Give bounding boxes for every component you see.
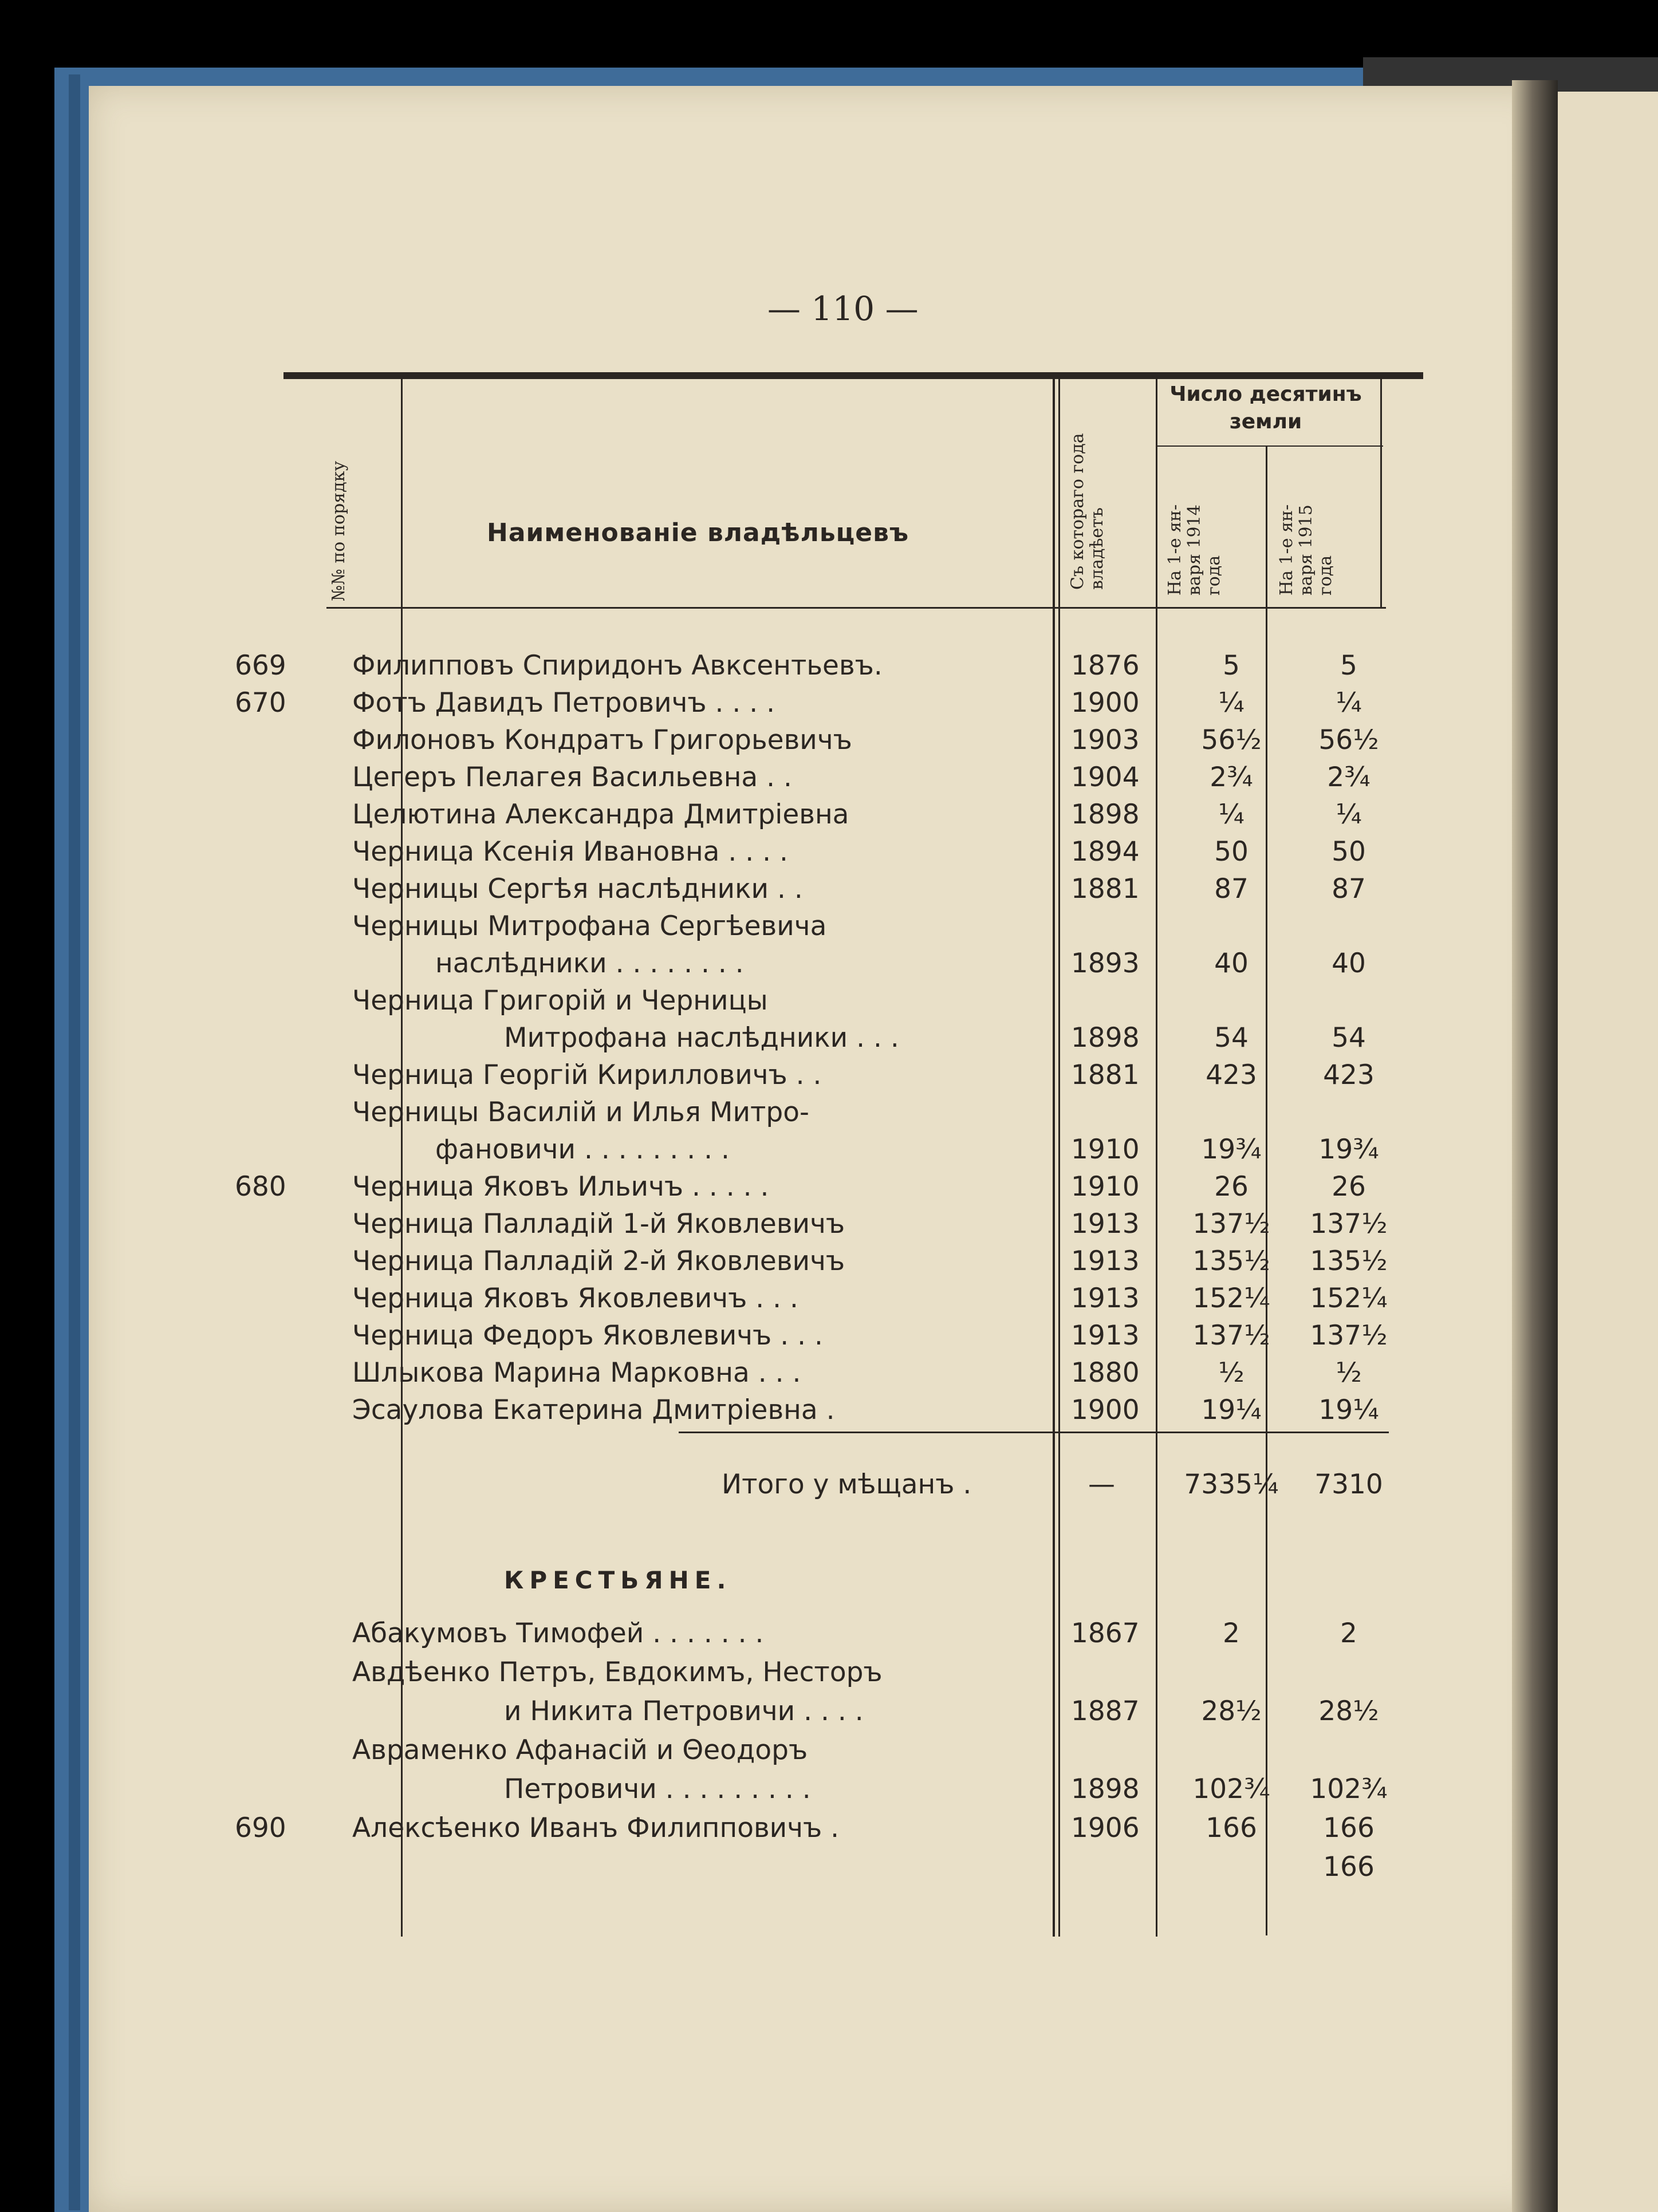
total-row [0, 1469, 1455, 1507]
owner-name: Шлыкова Марина Марковна . . . [352, 1357, 801, 1389]
row-number: 669 [235, 650, 286, 681]
page-number: — 110 — [767, 289, 919, 328]
land-1914: 26 [1214, 1171, 1249, 1202]
land-1914: 5 [1223, 650, 1240, 681]
owner-name: Авраменко Афанасій и Θеодоръ [352, 1734, 808, 1766]
land-1914: 56½ [1201, 724, 1262, 756]
table-row [0, 1059, 1455, 1097]
table-row [0, 799, 1455, 837]
owner-name: Алексѣенко Иванъ Филипповичъ . [352, 1812, 840, 1844]
owner-name: Черница Палладій 2-й Яковлевичъ [352, 1245, 845, 1277]
facing-page [1558, 92, 1658, 2212]
table-row [0, 687, 1455, 725]
owner-name: Филоновъ Кондратъ Григорьевичъ [352, 724, 852, 756]
year-owned: 1880 [1071, 1357, 1140, 1389]
header-1914-line-3: года [1204, 555, 1224, 596]
total-1915: 7310 [1314, 1469, 1383, 1500]
table-row [0, 836, 1455, 874]
land-1915: 166 [1323, 1851, 1375, 1883]
year-owned: 1913 [1071, 1245, 1140, 1277]
table-row [0, 1394, 1455, 1432]
land-1914: 2 [1223, 1618, 1240, 1649]
land-1915: 137½ [1310, 1320, 1388, 1351]
header-num-text: №№ по порядку [329, 461, 349, 601]
year-owned: 1881 [1071, 1059, 1140, 1091]
table-row [0, 724, 1455, 762]
year-owned: 1900 [1071, 687, 1140, 719]
year-owned: 1904 [1071, 762, 1140, 793]
land-1915: 137½ [1310, 1208, 1388, 1240]
land-1914: ¼ [1218, 687, 1245, 719]
land-1914: 28½ [1201, 1696, 1262, 1727]
year-owned: 1903 [1071, 724, 1140, 756]
land-1914: 40 [1214, 948, 1249, 979]
table-row [0, 650, 1455, 688]
land-1915: 2 [1340, 1618, 1357, 1649]
table-row [0, 873, 1455, 911]
owner-name: Черница Федоръ Яковлевичъ . . . [352, 1320, 823, 1351]
table-row [0, 1097, 1455, 1134]
land-1914: 87 [1214, 873, 1249, 905]
owner-name: Фотъ Давидъ Петровичъ . . . . [352, 687, 775, 719]
table-row [0, 1022, 1455, 1060]
land-1914: 137½ [1192, 1208, 1270, 1240]
land-1915: 152¼ [1310, 1283, 1388, 1314]
header-bottom-rule [326, 607, 1386, 609]
land-1915: 2¾ [1327, 762, 1370, 793]
owner-name: и Никита Петровичи . . . . [504, 1696, 864, 1727]
owner-name: Черница Яковъ Ильичъ . . . . . [352, 1171, 769, 1202]
header-1915-col [1277, 504, 1336, 596]
table-row [0, 1851, 1455, 1889]
land-1914: 135½ [1192, 1245, 1270, 1277]
land-group-hline [1157, 445, 1383, 447]
table-row [0, 1283, 1455, 1320]
land-1914: 2¾ [1210, 762, 1253, 793]
header-year-line-2: владѣетъ [1087, 507, 1107, 590]
year-owned: 1913 [1071, 1320, 1140, 1351]
table-row [0, 1245, 1455, 1283]
header-vline-5 [1380, 379, 1382, 608]
year-owned: 1898 [1071, 1773, 1140, 1805]
table-row [0, 1734, 1455, 1772]
owner-name: Черницы Митрофана Сергѣевича [352, 910, 827, 942]
land-1914: ½ [1218, 1357, 1245, 1389]
year-owned: 1913 [1071, 1208, 1140, 1240]
table-row [0, 1812, 1455, 1850]
land-1915: ¼ [1336, 799, 1362, 830]
owner-name: Филипповъ Спиридонъ Авксентьевъ. [352, 650, 883, 681]
owner-name: Авдѣенко Петръ, Евдокимъ, Несторъ [352, 1657, 883, 1688]
header-name-col: Наименованіе владѣльцевъ [487, 518, 909, 547]
row-number: 670 [235, 687, 286, 719]
year-owned: 1876 [1071, 650, 1140, 681]
land-1915: 5 [1340, 650, 1357, 681]
land-1915: 26 [1332, 1171, 1366, 1202]
land-1915: 19¾ [1318, 1134, 1379, 1165]
header-vline-1 [401, 379, 403, 608]
total-year: — [1088, 1469, 1115, 1500]
table-row [0, 1618, 1455, 1655]
year-owned: 1894 [1071, 836, 1140, 868]
land-1914: 50 [1214, 836, 1249, 868]
header-1914-line-2: варя 1914 [1184, 504, 1204, 596]
year-owned: 1910 [1071, 1134, 1140, 1165]
year-owned: 1910 [1071, 1171, 1140, 1202]
owner-name: Целютина Александра Дмитріевна [352, 799, 849, 830]
section-title: КРЕСТЬЯНЕ. [504, 1566, 732, 1594]
land-1915: 423 [1323, 1059, 1375, 1091]
year-owned: 1898 [1071, 1022, 1140, 1054]
land-1915: 19¼ [1318, 1394, 1379, 1426]
land-1914: 152¼ [1192, 1283, 1270, 1314]
land-1914: 19¾ [1201, 1134, 1262, 1165]
table-row [0, 762, 1455, 799]
owner-name: Черницы Василій и Илья Митро- [352, 1097, 809, 1128]
owner-name: Черница Георгій Кирилловичъ . . [352, 1059, 822, 1091]
year-owned: 1900 [1071, 1394, 1140, 1426]
land-1915: ½ [1336, 1357, 1362, 1389]
land-1915: 40 [1332, 948, 1366, 979]
year-owned: 1881 [1071, 873, 1140, 905]
land-1915: 166 [1323, 1812, 1375, 1844]
land-1914: 54 [1214, 1022, 1249, 1054]
owner-name: Абакумовъ Тимофей . . . . . . . [352, 1618, 764, 1649]
land-1915: ¼ [1336, 687, 1362, 719]
year-owned: 1913 [1071, 1283, 1140, 1314]
header-1914-line-1: На 1-е ян- [1165, 504, 1185, 596]
year-owned: 1898 [1071, 799, 1140, 830]
land-1914: ¼ [1218, 799, 1245, 830]
owner-name: Петровичи . . . . . . . . . [504, 1773, 811, 1805]
table-row [0, 1134, 1455, 1172]
year-owned: 1867 [1071, 1618, 1140, 1649]
page-gutter [1512, 80, 1558, 2212]
year-owned: 1906 [1071, 1812, 1140, 1844]
land-1914: 102¾ [1192, 1773, 1270, 1805]
land-1915: 54 [1332, 1022, 1366, 1054]
header-year-col [1068, 433, 1107, 590]
owner-name: Черница Григорій и Черницы [352, 985, 768, 1016]
land-1915: 87 [1332, 873, 1366, 905]
land-1915: 56½ [1318, 724, 1379, 756]
table-row [0, 910, 1455, 948]
header-year-line-1: Съ котораго года [1068, 433, 1088, 590]
land-1914: 137½ [1192, 1320, 1270, 1351]
header-land-group: Число десятинъ земли [1169, 383, 1362, 433]
owner-name: Черницы Сергѣя наслѣдники . . [352, 873, 803, 905]
land-1914: 423 [1206, 1059, 1257, 1091]
header-1915-line-1: На 1-е ян- [1277, 504, 1297, 596]
total-label: Итого у мѣщанъ . [722, 1469, 972, 1500]
owner-name: Черница Ксенія Ивановна . . . . [352, 836, 788, 868]
table-row [0, 1696, 1455, 1733]
table-row [0, 1773, 1455, 1811]
land-1915: 50 [1332, 836, 1366, 868]
table-row [0, 1357, 1455, 1395]
row-number: 690 [235, 1812, 286, 1844]
year-owned: 1887 [1071, 1696, 1140, 1727]
owner-name: Черница Палладій 1-й Яковлевичъ [352, 1208, 845, 1240]
table-top-rule [283, 372, 1423, 379]
land-1915: 28½ [1318, 1696, 1379, 1727]
header-1915-line-3: года [1316, 555, 1336, 596]
row-number: 680 [235, 1171, 286, 1202]
header-num-col [329, 461, 349, 601]
year-owned: 1893 [1071, 948, 1140, 979]
table-row [0, 1657, 1455, 1694]
owner-name: Черница Яковъ Яковлевичъ . . . [352, 1283, 798, 1314]
table-row [0, 1208, 1455, 1246]
table-row [0, 1171, 1455, 1209]
header-1915-line-2: варя 1915 [1296, 504, 1316, 596]
total-1914: 7335¼ [1184, 1469, 1279, 1500]
table-row [0, 1320, 1455, 1358]
owner-name: Эсаулова Екатерина Дмитріевна . [352, 1394, 835, 1426]
total-rule [679, 1432, 1389, 1433]
land-1915: 102¾ [1310, 1773, 1388, 1805]
table-row [0, 985, 1455, 1023]
land-1914: 19¼ [1201, 1394, 1262, 1426]
header-1914-col [1165, 504, 1224, 596]
owner-name: Цегеръ Пелагея Васильевна . . [352, 762, 792, 793]
land-1914: 166 [1206, 1812, 1257, 1844]
land-1915: 135½ [1310, 1245, 1388, 1277]
table-row [0, 948, 1455, 985]
owner-name: фановичи . . . . . . . . . [435, 1134, 730, 1165]
owner-name: наслѣдники . . . . . . . . [435, 948, 744, 979]
owner-name: Митрофана наслѣдники . . . [504, 1022, 899, 1054]
